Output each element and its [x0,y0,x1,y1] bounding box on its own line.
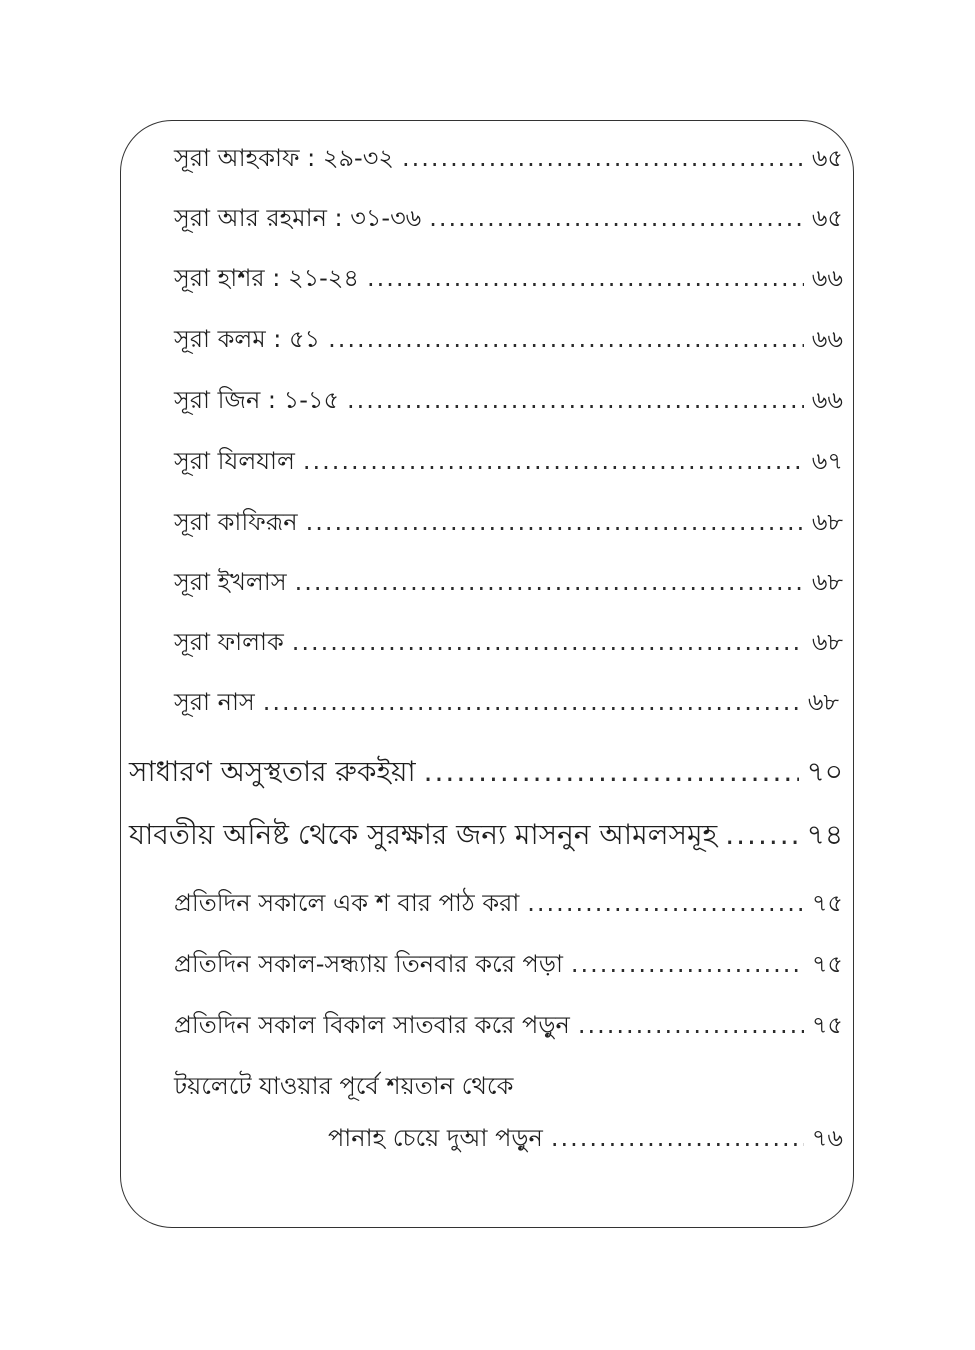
toc-entry [174,321,843,361]
toc-entry [174,504,843,544]
toc-entry-page: ৬৮ [811,628,843,656]
toc-entry-title: সূরা ফালাক [174,628,284,656]
toc-entry-title: সূরা আহকাফ : ২৯-৩২ [174,144,394,172]
toc-section [129,750,843,797]
dot-leader [551,1124,804,1152]
toc-entry-title-line1: টয়লেটে যাওয়ার পূর্বে শয়তান থেকে [174,1072,514,1100]
dot-leader [263,688,800,716]
toc-entry [174,200,843,240]
toc-entry-page: ৬৬ [811,325,843,353]
dot-leader [306,508,804,536]
dot-leader [424,755,799,788]
toc-entry-title: সূরা জিন : ১-১৫ [174,386,340,414]
toc-entry-page: ৭৫ [811,889,843,917]
toc-entry-page: ৭৬ [811,1124,843,1152]
toc-entry [174,140,843,180]
toc-section-page: ৭৪ [806,818,843,851]
toc-entry [174,382,843,422]
dot-leader [303,447,804,475]
toc-entry [328,1120,843,1160]
toc-entry [174,624,843,664]
toc-section [129,813,843,860]
toc-entry-page: ৬৭ [811,447,843,475]
dot-leader [429,204,804,232]
toc-section-title: যাবতীয় অনিষ্ট থেকে সুরক্ষার জন্য মাসনুন আমলসমূহ [129,818,718,851]
dot-leader [367,264,804,292]
toc-entry [174,684,839,724]
toc-entry-page: ৬৮ [807,688,839,716]
toc-entry [174,443,843,483]
toc-entry-title: সূরা কাফিরূন [174,508,298,536]
dot-leader [571,950,804,978]
toc-entry-title: সূরা যিলযাল [174,447,295,475]
dot-leader [402,144,804,172]
toc-entry-title: সূরা হাশর : ২১-২৪ [174,264,359,292]
toc-entry-page: ৬৬ [811,264,843,292]
dot-leader [292,628,804,656]
dot-leader [578,1011,804,1039]
toc-entry-page: ৬৮ [811,508,843,536]
toc-entry [174,564,843,604]
toc-entry-title: সূরা ইখলাস [174,568,287,596]
toc-entry [174,260,843,300]
toc-entry-page: ৬৬ [811,386,843,414]
toc-entry-page: ৬৫ [811,144,843,172]
toc-entry-title: সূরা নাস [174,688,255,716]
toc-entry-title: প্রতিদিন সকালে এক শ বার পাঠ করা [174,889,520,917]
toc-entry-title-line2: পানাহ চেয়ে দুআ পড়ুন [328,1124,543,1152]
dot-leader [527,889,804,917]
toc-section-title: সাধারণ অসুস্থতার রুকইয়া [129,755,416,788]
toc-entry-title: প্রতিদিন সকাল বিকাল সাতবার করে পড়ুন [174,1011,570,1039]
toc-entry-page: ৬৮ [811,568,843,596]
toc-section-page: ৭০ [806,755,843,788]
toc-entry-title: সূরা আর রহমান : ৩১-৩৬ [174,204,422,232]
toc-entry-title: প্রতিদিন সকাল-সন্ধ্যায় তিনবার করে পড়া [174,950,563,978]
dot-leader [725,818,798,851]
toc-entry-title: সূরা কলম : ৫১ [174,325,321,353]
toc-entry-page: ৭৫ [811,950,843,978]
dot-leader [347,386,804,414]
toc-entry [174,1007,843,1047]
toc-entry [174,885,843,925]
toc-entry [174,946,843,986]
dot-leader [328,325,804,353]
dot-leader [295,568,804,596]
toc-entry-page: ৬৫ [811,204,843,232]
toc-entry-page: ৭৫ [811,1011,843,1039]
